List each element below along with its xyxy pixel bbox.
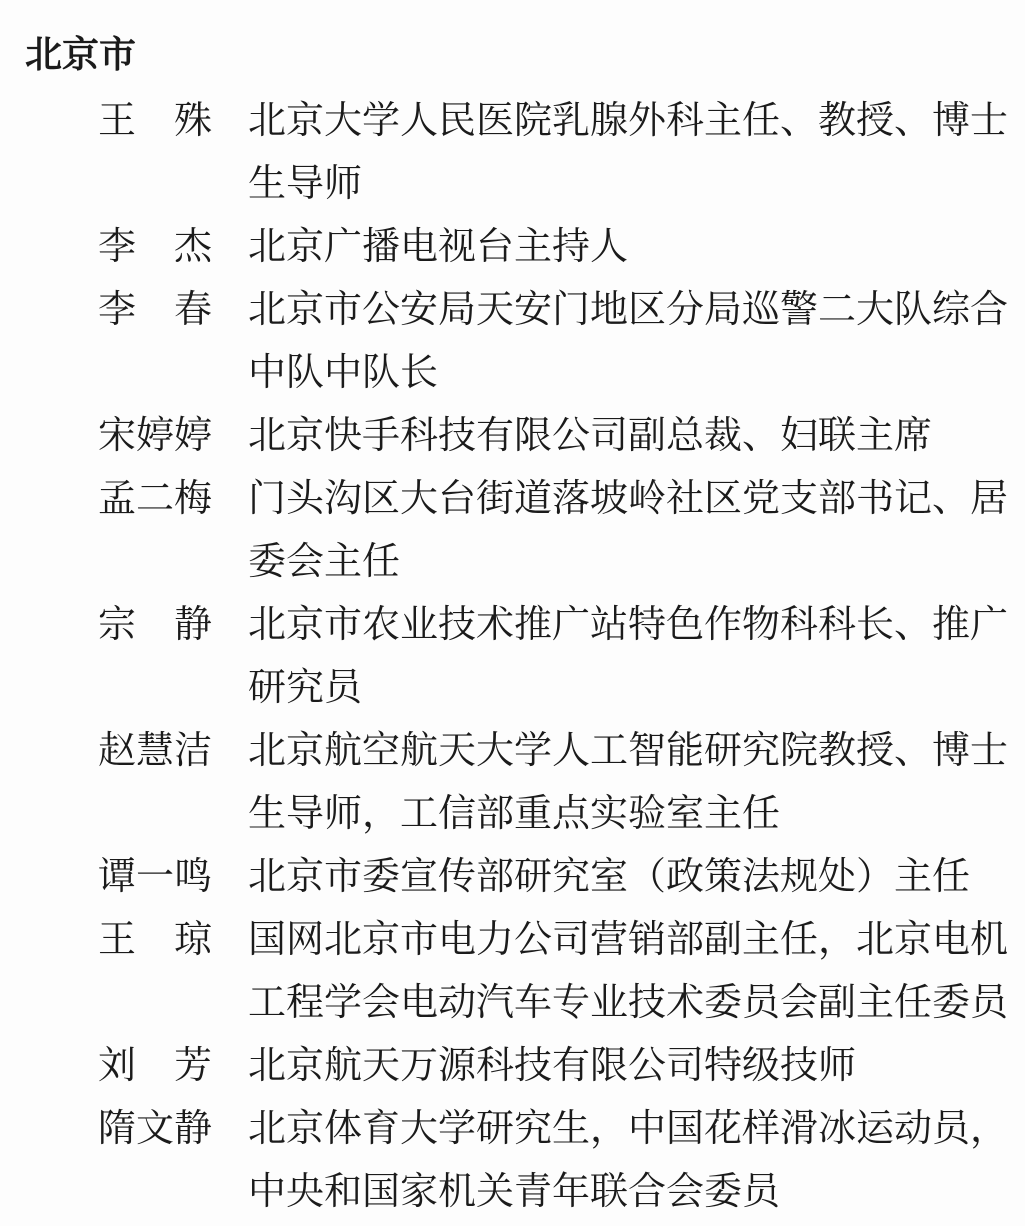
list-item bbox=[98, 1035, 1020, 1098]
honoree-name: 宗 静 bbox=[98, 604, 213, 646]
title-line: 中央和国家机关青年联合会委员 bbox=[248, 1171, 781, 1213]
honoree-name: 王 琼 bbox=[98, 919, 213, 961]
honoree-title bbox=[248, 909, 1020, 1035]
honoree-title bbox=[248, 216, 1020, 279]
honoree-title bbox=[248, 1035, 1020, 1098]
honoree-name: 隋文静 bbox=[98, 1108, 213, 1150]
title-line: 中队中队长 bbox=[248, 352, 439, 394]
title-line: 北京体育大学研究生，中国花样滑冰运动员， bbox=[248, 1108, 1009, 1150]
list-item bbox=[98, 909, 1020, 1035]
honoree-name: 赵慧洁 bbox=[98, 730, 213, 772]
title-line: 国网北京市电力公司营销部副主任，北京电机 bbox=[248, 919, 1009, 961]
list-item bbox=[98, 594, 1020, 720]
title-line: 北京大学人民医院乳腺外科主任、教授、博士 bbox=[248, 100, 1009, 142]
title-line: 北京广播电视台主持人 bbox=[248, 226, 629, 268]
honoree-title bbox=[248, 720, 1020, 846]
list-item bbox=[98, 405, 1020, 468]
honoree-title bbox=[248, 594, 1020, 720]
title-line: 北京市农业技术推广站特色作物科科长、推广 bbox=[248, 604, 1009, 646]
honoree-list bbox=[98, 90, 1020, 1224]
title-line: 北京航空航天大学人工智能研究院教授、博士 bbox=[248, 730, 1009, 772]
list-item bbox=[98, 468, 1020, 594]
honoree-name: 孟二梅 bbox=[98, 478, 213, 520]
list-item bbox=[98, 216, 1020, 279]
title-line: 门头沟区大台街道落坡岭社区党支部书记、居 bbox=[248, 478, 1009, 520]
list-item bbox=[98, 1098, 1020, 1224]
honoree-name: 刘 芳 bbox=[98, 1045, 213, 1087]
title-line: 研究员 bbox=[248, 667, 363, 709]
honoree-title bbox=[248, 846, 1020, 909]
honoree-title bbox=[248, 279, 1020, 405]
list-item bbox=[98, 90, 1020, 216]
title-line: 委会主任 bbox=[248, 541, 401, 583]
honoree-name: 李 春 bbox=[98, 289, 213, 331]
section-title: 北京市 bbox=[25, 34, 136, 75]
honoree-title bbox=[248, 1098, 1020, 1224]
title-line: 北京市公安局天安门地区分局巡警二大队综合 bbox=[248, 289, 1009, 331]
list-item bbox=[98, 846, 1020, 909]
title-line: 北京航天万源科技有限公司特级技师 bbox=[248, 1045, 857, 1087]
honoree-name: 谭一鸣 bbox=[98, 856, 213, 898]
honoree-name: 宋婷婷 bbox=[98, 415, 213, 457]
title-line: 北京市委宣传部研究室（政策法规处）主任 bbox=[248, 856, 971, 898]
honoree-title bbox=[248, 405, 1020, 468]
honoree-name: 李 杰 bbox=[98, 226, 213, 268]
list-item bbox=[98, 720, 1020, 846]
honoree-title bbox=[248, 90, 1020, 216]
title-line: 北京快手科技有限公司副总裁、妇联主席 bbox=[248, 415, 933, 457]
title-line: 生导师 bbox=[248, 163, 363, 205]
list-item bbox=[98, 279, 1020, 405]
honoree-title bbox=[248, 468, 1020, 594]
honoree-name: 王 殊 bbox=[98, 100, 213, 142]
title-line: 工程学会电动汽车专业技术委员会副主任委员 bbox=[248, 982, 1009, 1024]
title-line: 生导师，工信部重点实验室主任 bbox=[248, 793, 781, 835]
